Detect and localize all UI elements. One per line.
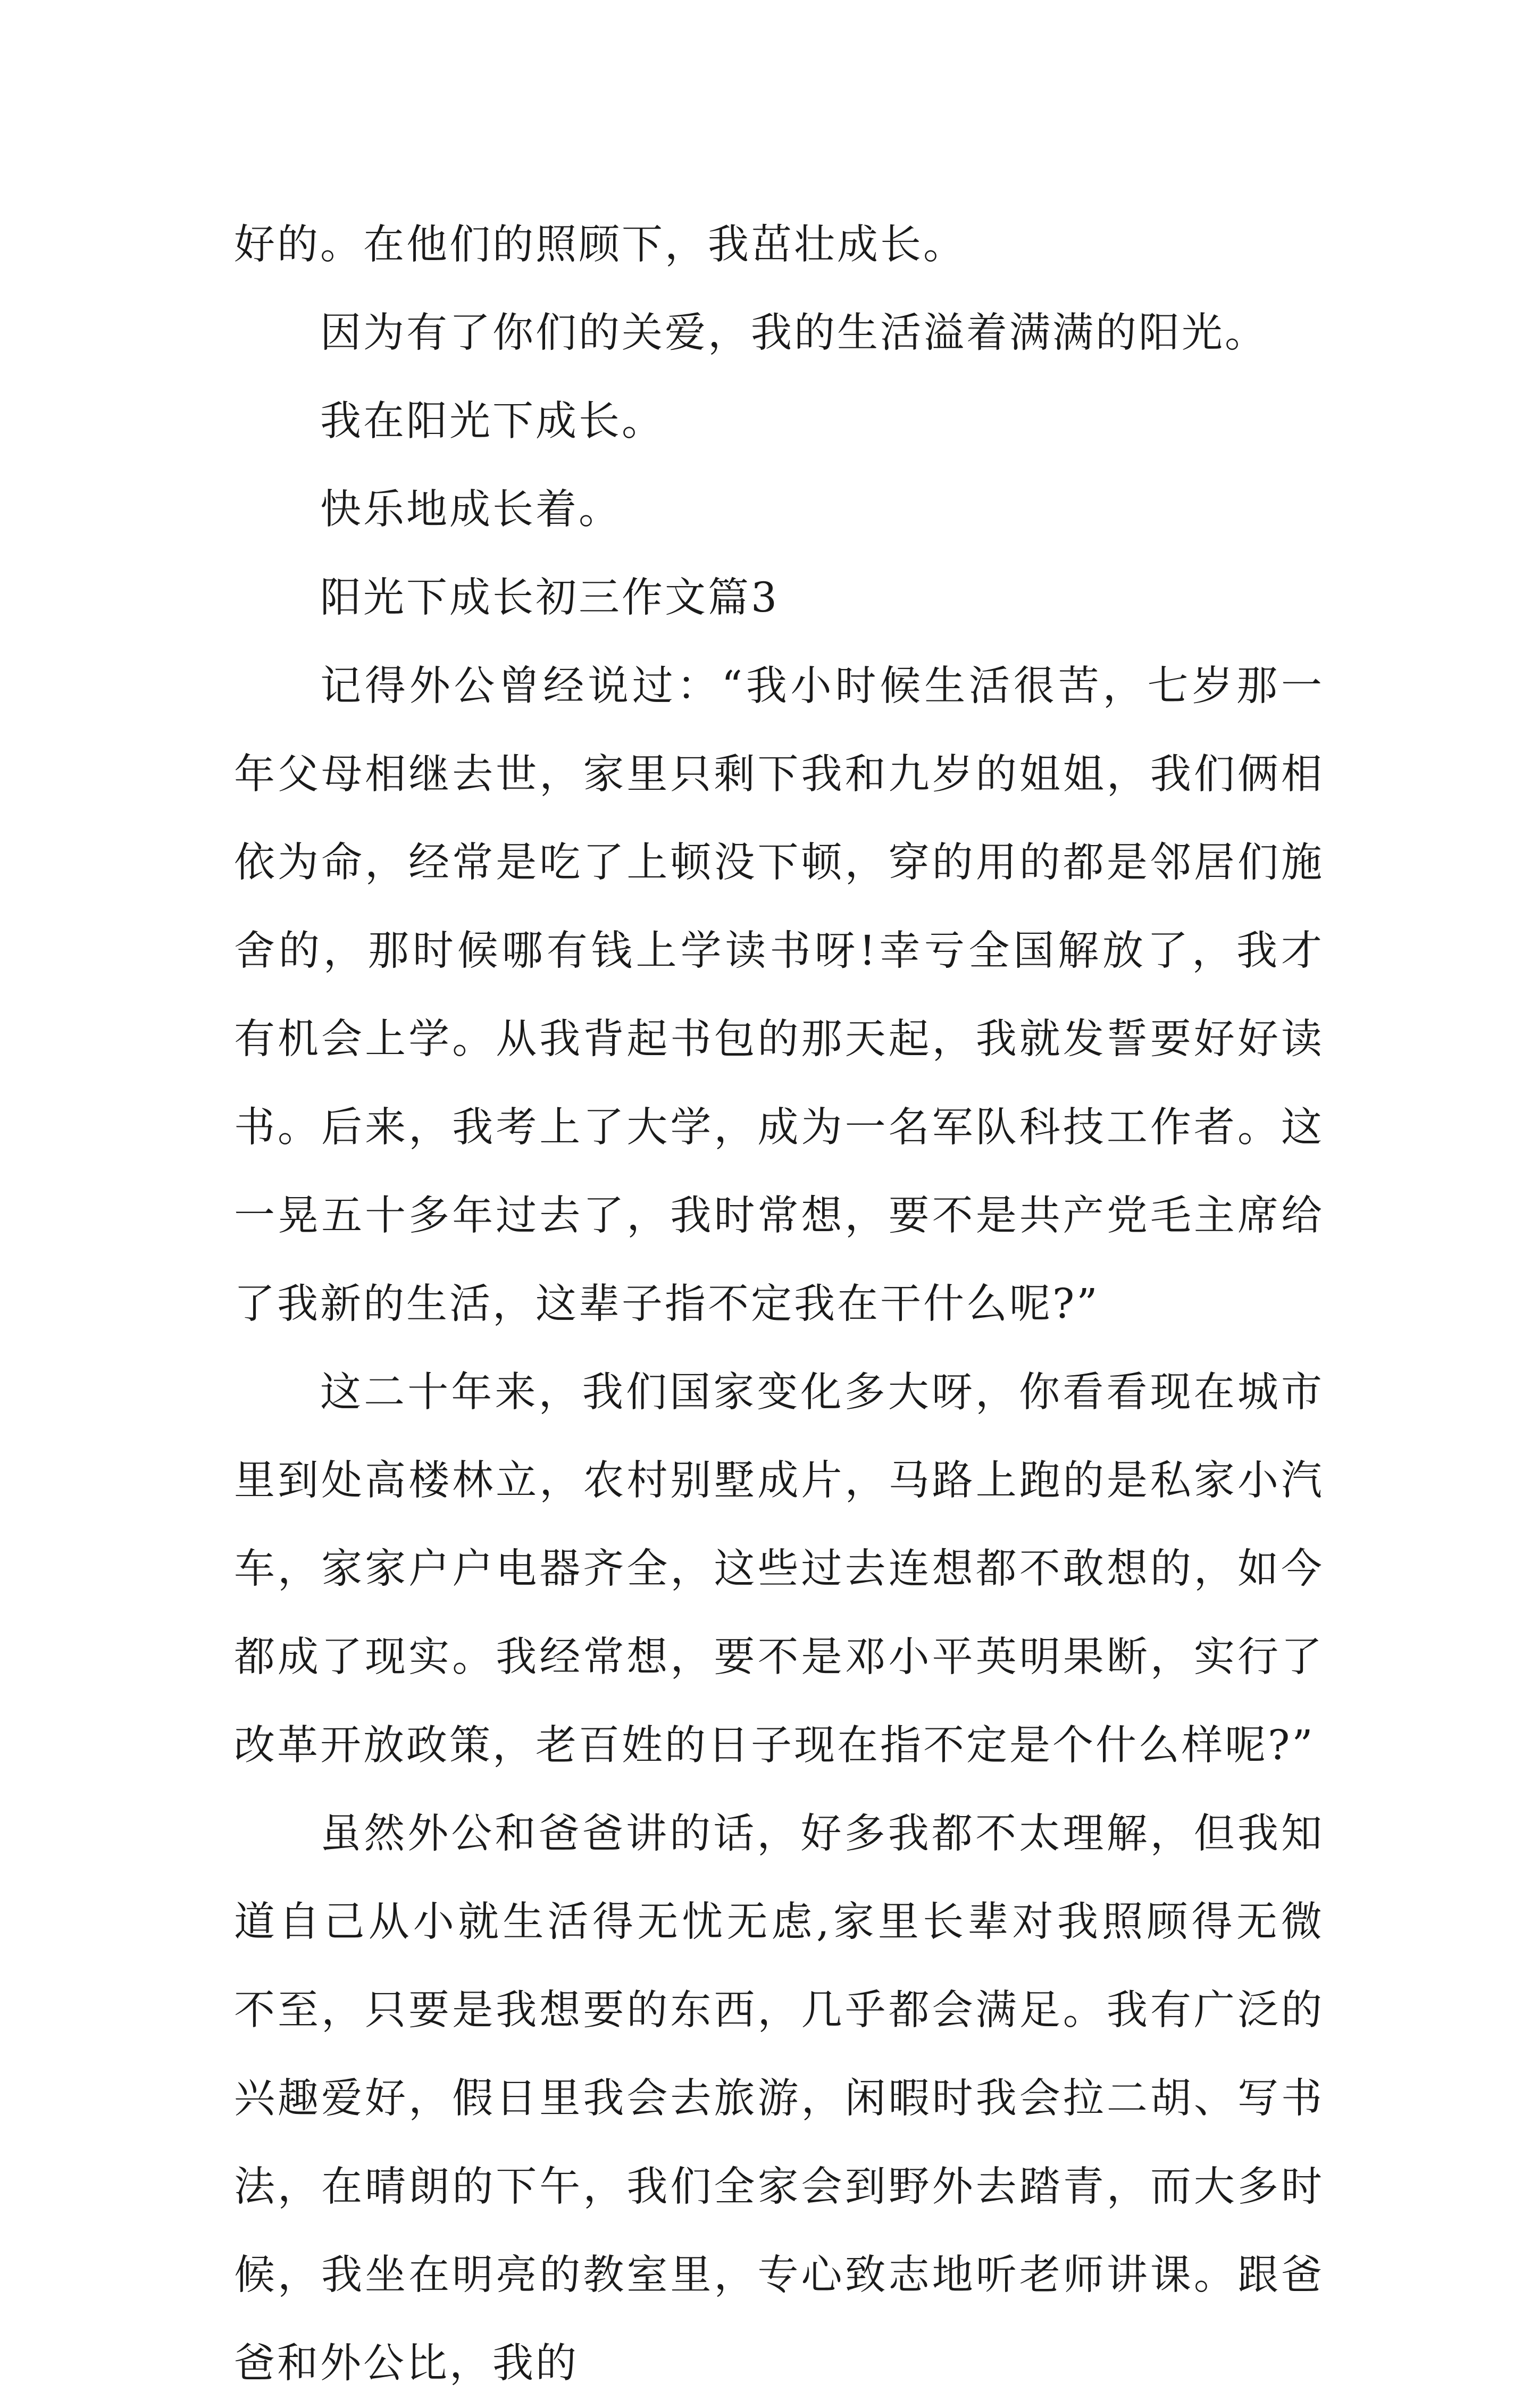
document-body bbox=[234, 201, 1324, 2408]
paragraph-my-life: 虽然外公和爸爸讲的话，好多我都不太理解，但我知道自己从小就生活得无忧无虑,家里长辈对我照顾得无微不至，只要是我想要的东西，几乎都会满足。我有广泛的兴趣爱好，假日里我会去旅游，闲暇时我会拉二胡、写书法，在晴朗的下午，我们全家会到野外去踏青，而大多时候，我坐在明亮的教室里，专心致志地听老师讲课。跟爸爸和外公比，我的 bbox=[234, 1810, 1324, 2387]
paragraph-country-change: 这二十年来，我们国家变化多大呀，你看看现在城市里到处高楼林立，农村别墅成片，马路上跑的是私家小汽车，家家户户电器齐全，这些过去连想都不敢想的，如今都成了现实。我经常想，要不是邓小平英明果断，实行了改革开放政策，老百姓的日子现在指不定是个什么样呢?” bbox=[234, 1369, 1324, 1769]
paragraph-growing: 我在阳光下成长。 bbox=[320, 398, 665, 445]
paragraph-sunshine: 因为有了你们的关爱，我的生活溢着满满的阳光。 bbox=[320, 310, 1268, 357]
section-heading: 阳光下成长初三作文篇3 bbox=[320, 574, 779, 622]
paragraph-continuation: 好的。在他们的照顾下，我茁壮成长。 bbox=[234, 221, 966, 269]
paragraph-happy: 快乐地成长着。 bbox=[320, 486, 622, 533]
paragraph-grandfather: 记得外公曾经说过：“我小时候生活很苦，七岁那一年父母相继去世，家里只剩下我和九岁的姐姐，我们俩相依为命，经常是吃了上顿没下顿，穿的用的都是邻居们施舍的，那时候哪有钱上学读书呀!幸亏全国解放了，我才有机会上学。从我背起书包的那天起，我就发誓要好好读书。后来，我考上了大学，成为一名军队科技工作者。这一晃五十多年过去了，我时常想，要不是共产党毛主席给了我新的生活，这辈子指不定我在干什么呢?” bbox=[234, 663, 1324, 1328]
